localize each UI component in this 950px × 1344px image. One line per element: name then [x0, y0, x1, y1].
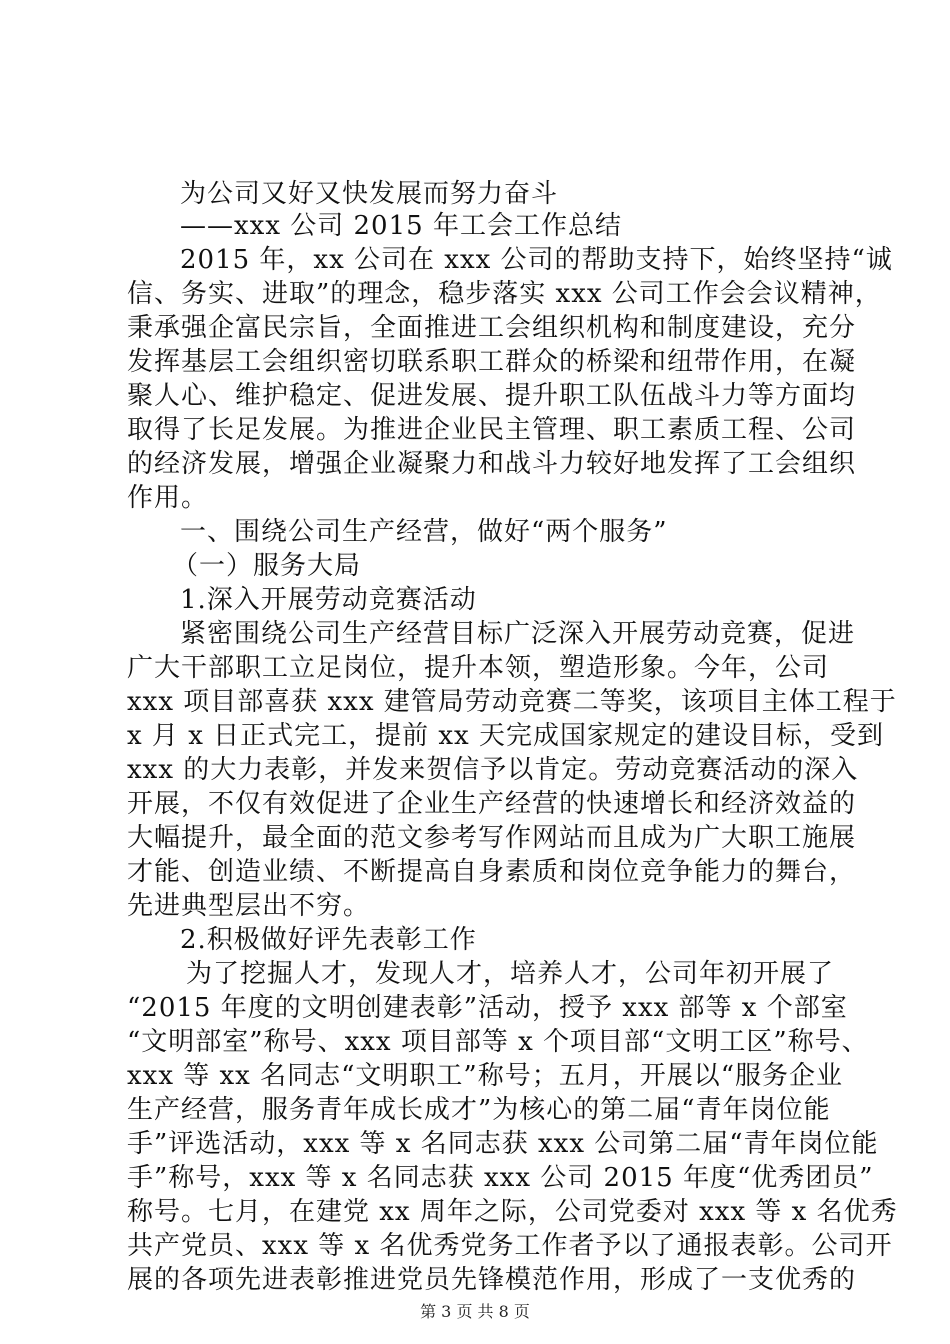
paragraph-line: xxx 等 xx 名同志“文明职工”称号；五月，开展以“服务企业	[127, 1061, 843, 1091]
paragraph-line: xxx 项目部喜获 xxx 建管局劳动竞赛二等奖，该项目主体工程于	[127, 687, 897, 717]
doc-title: 为公司又好又快发展而努力奋斗	[180, 179, 559, 209]
paragraph-line: 广大干部职工立足岗位，提升本领，塑造形象。今年，公司	[127, 653, 830, 683]
paragraph-line: 手”称号，xxx 等 x 名同志获 xxx 公司 2015 年度“优秀团员”	[127, 1163, 874, 1193]
item-heading: 1.深入开展劳动竞赛活动	[180, 585, 477, 615]
paragraph-line: 取得了长足发展。为推进企业民主管理、职工素质工程、公司	[127, 415, 857, 445]
paragraph-line: xxx 的大力表彰，并发来贺信予以肯定。劳动竞赛活动的深入	[127, 755, 859, 785]
paragraph-line: “2015 年度的文明创建表彰”活动，授予 xxx 部等 x 个部室	[127, 993, 848, 1023]
section-heading: 一、围绕公司生产经营，做好“两个服务”	[180, 517, 668, 547]
page-footer: 第 3 页 共 8 页	[420, 1302, 530, 1321]
paragraph-line: 作用。	[127, 483, 209, 513]
subsection-heading: （一）服务大局	[172, 551, 362, 581]
paragraph-line: 才能、创造业绩、不断提高自身素质和岗位竞争能力的舞台，	[127, 857, 857, 887]
item-heading: 2.积极做好评先表彰工作	[180, 925, 477, 955]
paragraph-line: x 月 x 日正式完工，提前 xx 天完成国家规定的建设目标，受到	[127, 721, 884, 751]
paragraph-line: 2015 年，xx 公司在 xxx 公司的帮助支持下，始终坚持“诚	[180, 245, 893, 275]
paragraph-line: 共产党员、xxx 等 x 名优秀党务工作者予以了通报表彰。公司开	[127, 1231, 893, 1261]
paragraph-line: 手”评选活动，xxx 等 x 名同志获 xxx 公司第二届“青年岗位能	[127, 1129, 879, 1159]
paragraph-line: 发挥基层工会组织密切联系职工群众的桥梁和纽带作用，在凝	[127, 347, 857, 377]
doc-subtitle: ——xxx 公司 2015 年工会工作总结	[180, 211, 622, 241]
paragraph-line: 称号。七月，在建党 xx 周年之际，公司党委对 xxx 等 x 名优秀	[127, 1197, 898, 1227]
paragraph-line: 展的各项先进表彰推进党员先锋模范作用，形成了一支优秀的	[127, 1265, 857, 1295]
paragraph-line: 聚人心、维护稳定、促进发展、提升职工队伍战斗力等方面均	[127, 381, 857, 411]
paragraph-line: 的经济发展，增强企业凝聚力和战斗力较好地发挥了工会组织	[127, 449, 857, 479]
paragraph-line: 大幅提升，最全面的范文参考写作网站而且成为广大职工施展	[127, 823, 857, 853]
paragraph-line: 生产经营，服务青年成长成才”为核心的第二届“青年岗位能	[127, 1095, 831, 1125]
paragraph-line: 先进典型层出不穷。	[127, 891, 371, 921]
paragraph-line: 紧密围绕公司生产经营目标广泛深入开展劳动竞赛，促进	[180, 619, 856, 649]
paragraph-line: 开展，不仅有效促进了企业生产经营的快速增长和经济效益的	[127, 789, 857, 819]
paragraph-line: 为了挖掘人才，发现人才，培养人才，公司年初开展了	[186, 959, 835, 989]
paragraph-line: 秉承强企富民宗旨，全面推进工会组织机构和制度建设，充分	[127, 313, 857, 343]
paragraph-line: “文明部室”称号、xxx 项目部等 x 个项目部“文明工区”称号、	[127, 1027, 869, 1057]
paragraph-line: 信、务实、进取”的理念，稳步落实 xxx 公司工作会会议精神，	[127, 279, 882, 309]
